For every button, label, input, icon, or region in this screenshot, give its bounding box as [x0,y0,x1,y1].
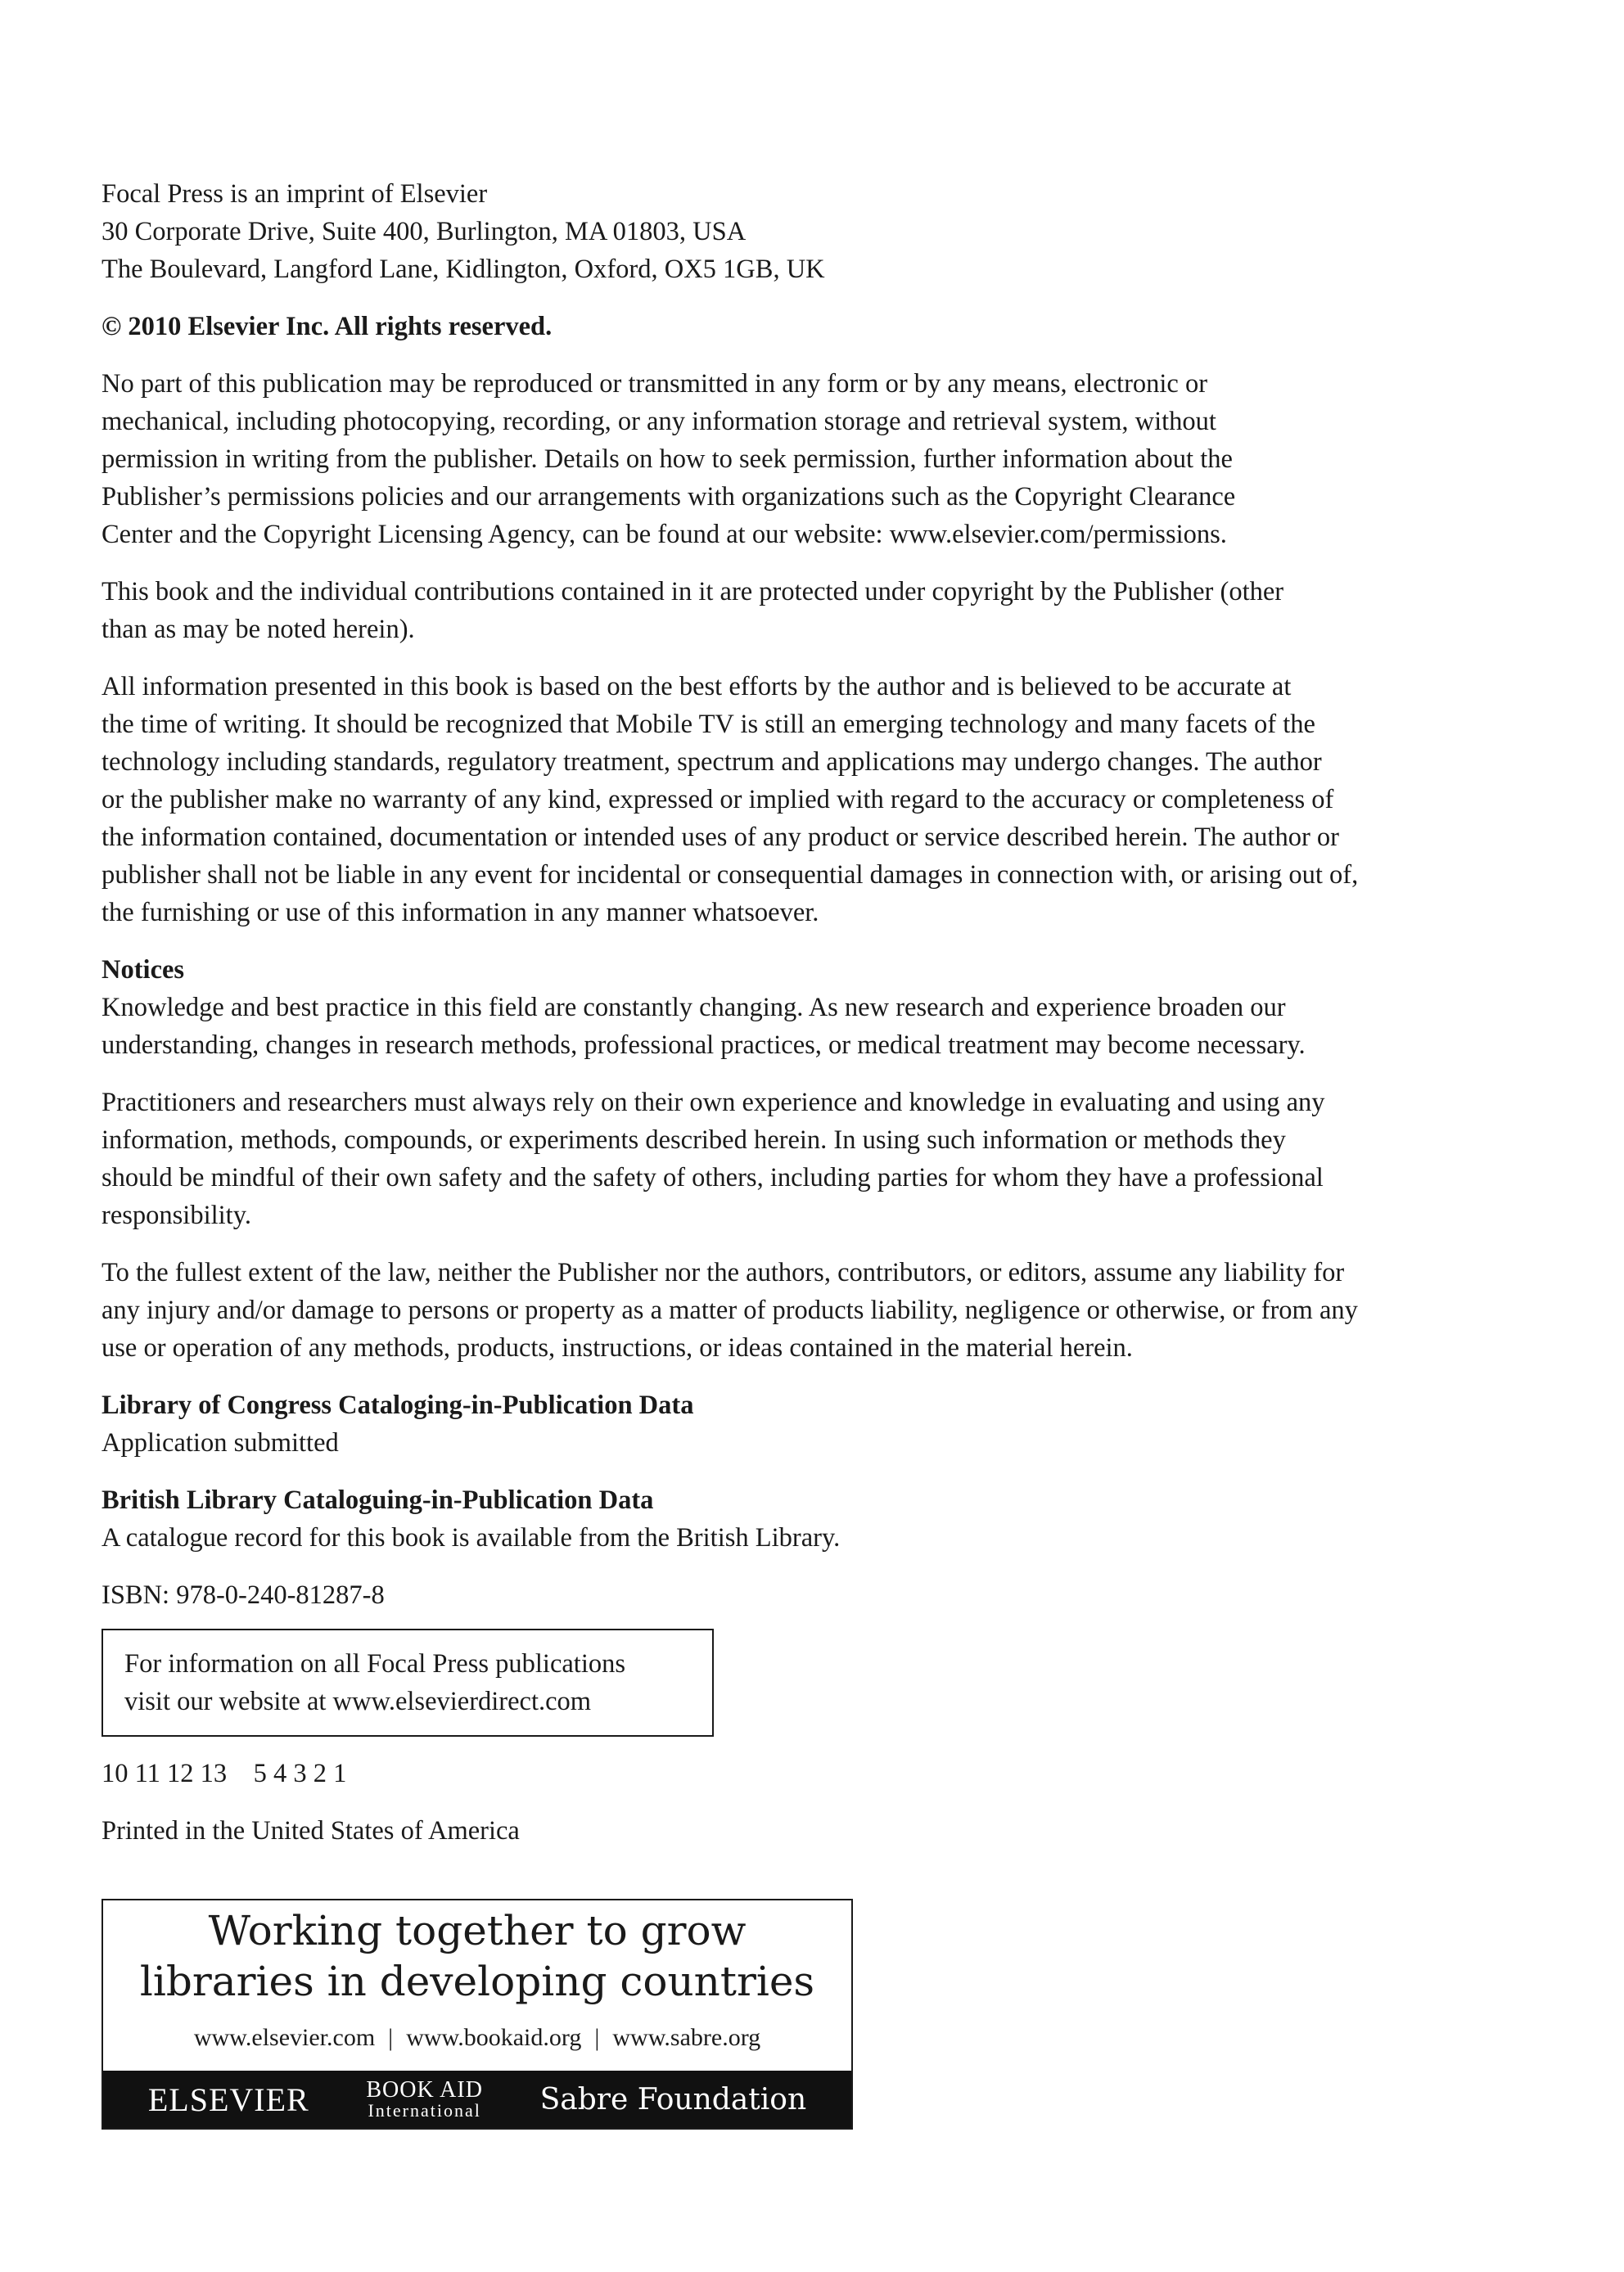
text-line: the furnishing or use of this information in any manner whatsoever. [102,898,819,927]
notices-heading: Notices [102,955,185,985]
url-separator: | [594,2024,600,2051]
book-aid-advert [102,1899,853,2130]
text-line: the time of writing. It should be recognized that Mobile TV is still an emerging technology and many facets of the [102,710,1315,739]
bl-heading: British Library Cataloguing-in-Publication Data [102,1485,654,1515]
sabre-foundation-logo: Sabre Foundation [539,2082,807,2116]
loc-heading: Library of Congress Cataloging-in-Publication Data [102,1391,694,1420]
text-line: understanding, changes in research methods, professional practices, or medical treatment may become necessary. [102,1030,1306,1060]
url-bookaid[interactable]: www.bookaid.org [406,2024,582,2051]
focal-press-info-box [102,1629,714,1737]
text-line: This book and the individual contributions contained in it are protected under copyright by the Publisher (other [102,577,1284,606]
bl-text: A catalogue record for this book is available from the British Library. [102,1523,841,1553]
bookaid-logo-line-2: International [368,2100,481,2121]
notices-section [102,951,1526,1064]
notices-paragraph-3 [102,1254,1526,1367]
info-box-line: For information on all Focal Press publications [124,1649,626,1679]
printed-in: Printed in the United States of America [102,1816,520,1846]
text-line: than as may be noted herein). [102,615,415,644]
publisher-line: The Boulevard, Langford Lane, Kidlington, Oxford, OX5 1GB, UK [102,255,825,284]
headline-line: Working together to grow [208,1907,747,1954]
text-line: the information contained, documentation or intended uses of any product or service described herein. The author or [102,823,1339,852]
publisher-line: Focal Press is an imprint of Elsevier [102,179,488,209]
publisher-line: 30 Corporate Drive, Suite 400, Burlington, MA 01803, USA [102,217,747,246]
bl-cip [102,1481,1526,1557]
copyright-notice: © 2010 Elsevier Inc. All rights reserved. [102,312,553,341]
text-line: Knowledge and best practice in this field are constantly changing. As new research and experience broaden our [102,993,1286,1022]
text-line: publisher shall not be liable in any event for incidental or consequential damages in connection with, or arising out of, [102,860,1359,890]
url-sabre[interactable]: www.sabre.org [612,2024,761,2051]
text-line: use or operation of any methods, products, instructions, or ideas contained in the material herein. [102,1333,1133,1363]
loc-text: Application submitted [102,1428,339,1458]
disclaimer-paragraph [102,668,1526,931]
permissions-paragraph [102,365,1526,553]
url-separator: | [388,2024,394,2051]
text-line: All information presented in this book is based on the best efforts by the author and is believed to be accurate at [102,672,1292,701]
isbn: ISBN: 978-0-240-81287-8 [102,1580,385,1610]
text-line: Practitioners and researchers must always rely on their own experience and knowledge in evaluating and using any [102,1088,1325,1117]
text-line: or the publisher make no warranty of any kind, expressed or implied with regard to the accuracy or completeness of [102,785,1334,814]
text-line: responsibility. [102,1201,251,1230]
url-elsevier[interactable]: www.elsevier.com [193,2024,376,2051]
text-line: should be mindful of their own safety and the safety of others, including parties for whom they have a professional [102,1163,1324,1192]
partner-logo-band [103,2071,851,2128]
print-line: 10 11 12 13 5 4 3 2 1 [102,1759,347,1788]
text-line: technology including standards, regulatory treatment, spectrum and applications may undergo changes. The author [102,747,1322,777]
headline-line: libraries in developing countries [139,1958,815,2005]
text-line: To the fullest extent of the law, neither the Publisher nor the authors, contributors, or editors, assume any liability for [102,1258,1345,1287]
text-line: Publisher’s permissions policies and our arrangements with organizations such as the Copyright Clearance [102,482,1236,512]
bookaid-logo [366,2079,483,2120]
elsevier-logo: ELSEVIER [147,2080,309,2118]
notices-paragraph-2 [102,1084,1526,1234]
book-aid-urls [103,2020,851,2056]
text-line: permission in writing from the publisher. Details on how to seek permission, further information about the [102,444,1233,474]
protection-paragraph [102,573,1526,648]
text-line: No part of this publication may be reproduced or transmitted in any form or by any means, electronic or [102,369,1208,399]
text-line: Center and the Copyright Licensing Agency, can be found at our website: www.elsevier.com/permissions. [102,520,1227,549]
text-line: any injury and/or damage to persons or property as a matter of products liability, negligence or otherwise, or from any [102,1296,1358,1325]
copyright-page [102,175,1526,1869]
book-aid-headline [103,1905,851,2007]
text-line: information, methods, compounds, or experiments described herein. In using such information or methods they [102,1125,1286,1155]
bookaid-logo-line-1: BOOK AID [366,2077,483,2103]
text-line: mechanical, including photocopying, recording, or any information storage and retrieval system, without [102,407,1216,436]
loc-cip [102,1386,1526,1462]
info-box-line: visit our website at www.elsevierdirect.com [124,1687,592,1716]
publisher-address [102,175,1526,288]
